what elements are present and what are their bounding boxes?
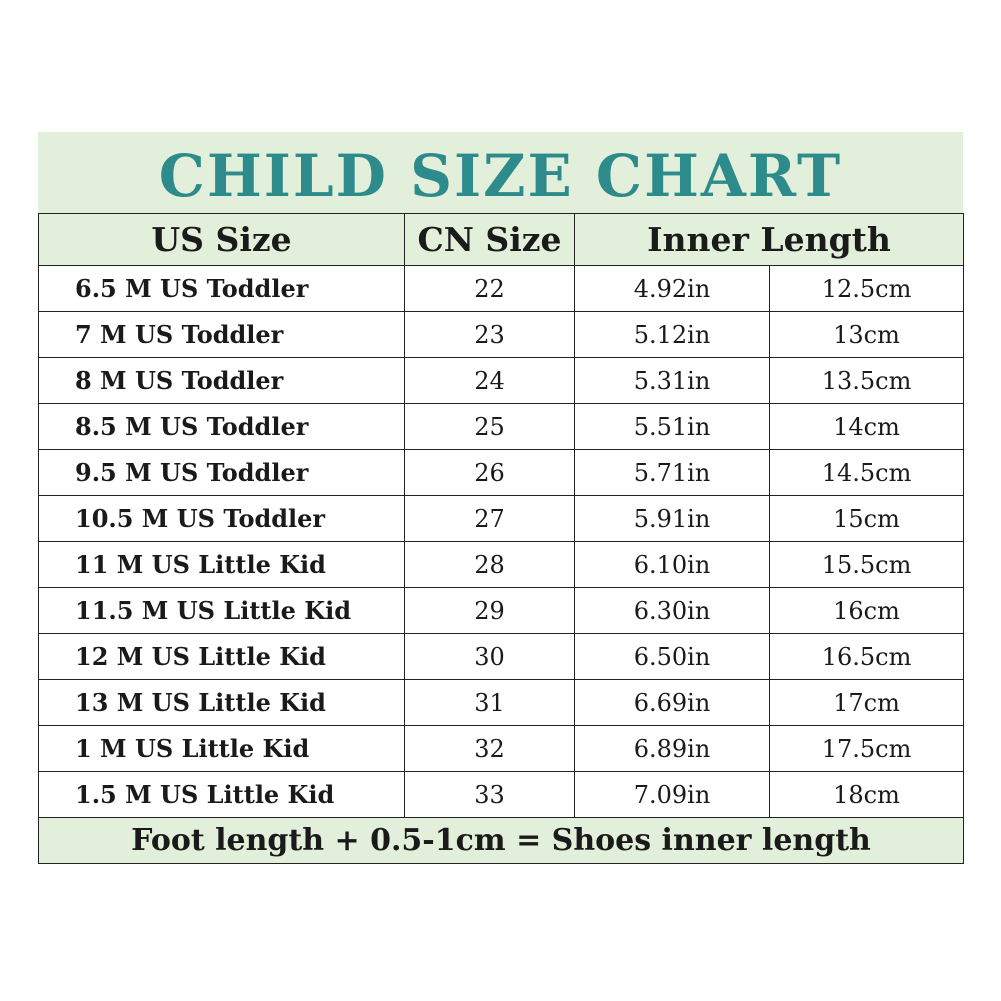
us-size-cell: 8.5 M US Toddler (39, 404, 405, 450)
inner-length-cm-cell: 15cm (770, 496, 964, 542)
us-size-cell: 8 M US Toddler (39, 358, 405, 404)
inner-length-in-cell: 7.09in (575, 772, 770, 818)
inner-length-in-cell: 5.12in (575, 312, 770, 358)
cn-size-cell: 29 (405, 588, 575, 634)
cn-size-cell: 24 (405, 358, 575, 404)
header-cn-size: CN Size (405, 214, 575, 266)
inner-length-cm-cell: 14cm (770, 404, 964, 450)
table-row (39, 266, 964, 312)
us-size-cell: 6.5 M US Toddler (39, 266, 405, 312)
inner-length-cm-cell: 17cm (770, 680, 964, 726)
table-row (39, 588, 964, 634)
us-size-cell: 12 M US Little Kid (39, 634, 405, 680)
inner-length-cm-cell: 15.5cm (770, 542, 964, 588)
cn-size-cell: 22 (405, 266, 575, 312)
table-row (39, 404, 964, 450)
inner-length-in-cell: 6.69in (575, 680, 770, 726)
size-table (38, 213, 964, 864)
footer-note: Foot length + 0.5-1cm = Shoes inner length (39, 818, 964, 864)
us-size-cell: 9.5 M US Toddler (39, 450, 405, 496)
cn-size-cell: 32 (405, 726, 575, 772)
title-bar (38, 132, 963, 214)
inner-length-in-cell: 6.50in (575, 634, 770, 680)
us-size-cell: 13 M US Little Kid (39, 680, 405, 726)
cn-size-cell: 25 (405, 404, 575, 450)
footer-row (39, 818, 964, 864)
inner-length-in-cell: 4.92in (575, 266, 770, 312)
table-row (39, 542, 964, 588)
table-row (39, 680, 964, 726)
inner-length-in-cell: 6.89in (575, 726, 770, 772)
us-size-cell: 7 M US Toddler (39, 312, 405, 358)
inner-length-cm-cell: 16cm (770, 588, 964, 634)
cn-size-cell: 33 (405, 772, 575, 818)
header-row (39, 214, 964, 266)
table-body (39, 266, 964, 818)
cn-size-cell: 28 (405, 542, 575, 588)
inner-length-cm-cell: 12.5cm (770, 266, 964, 312)
table-row (39, 312, 964, 358)
inner-length-cm-cell: 13cm (770, 312, 964, 358)
inner-length-in-cell: 6.30in (575, 588, 770, 634)
table-row (39, 450, 964, 496)
chart-title: CHILD SIZE CHART (158, 142, 843, 210)
cn-size-cell: 31 (405, 680, 575, 726)
inner-length-in-cell: 5.71in (575, 450, 770, 496)
table-row (39, 358, 964, 404)
size-chart (38, 132, 963, 870)
us-size-cell: 11 M US Little Kid (39, 542, 405, 588)
table-row (39, 634, 964, 680)
inner-length-cm-cell: 16.5cm (770, 634, 964, 680)
inner-length-cm-cell: 18cm (770, 772, 964, 818)
inner-length-in-cell: 5.51in (575, 404, 770, 450)
us-size-cell: 11.5 M US Little Kid (39, 588, 405, 634)
inner-length-in-cell: 6.10in (575, 542, 770, 588)
inner-length-cm-cell: 17.5cm (770, 726, 964, 772)
table-row (39, 772, 964, 818)
inner-length-cm-cell: 13.5cm (770, 358, 964, 404)
table-row (39, 496, 964, 542)
cn-size-cell: 26 (405, 450, 575, 496)
cn-size-cell: 27 (405, 496, 575, 542)
inner-length-in-cell: 5.91in (575, 496, 770, 542)
inner-length-in-cell: 5.31in (575, 358, 770, 404)
us-size-cell: 10.5 M US Toddler (39, 496, 405, 542)
cn-size-cell: 23 (405, 312, 575, 358)
header-us-size: US Size (39, 214, 405, 266)
cn-size-cell: 30 (405, 634, 575, 680)
us-size-cell: 1 M US Little Kid (39, 726, 405, 772)
header-inner-length: Inner Length (575, 214, 964, 266)
us-size-cell: 1.5 M US Little Kid (39, 772, 405, 818)
inner-length-cm-cell: 14.5cm (770, 450, 964, 496)
table-row (39, 726, 964, 772)
